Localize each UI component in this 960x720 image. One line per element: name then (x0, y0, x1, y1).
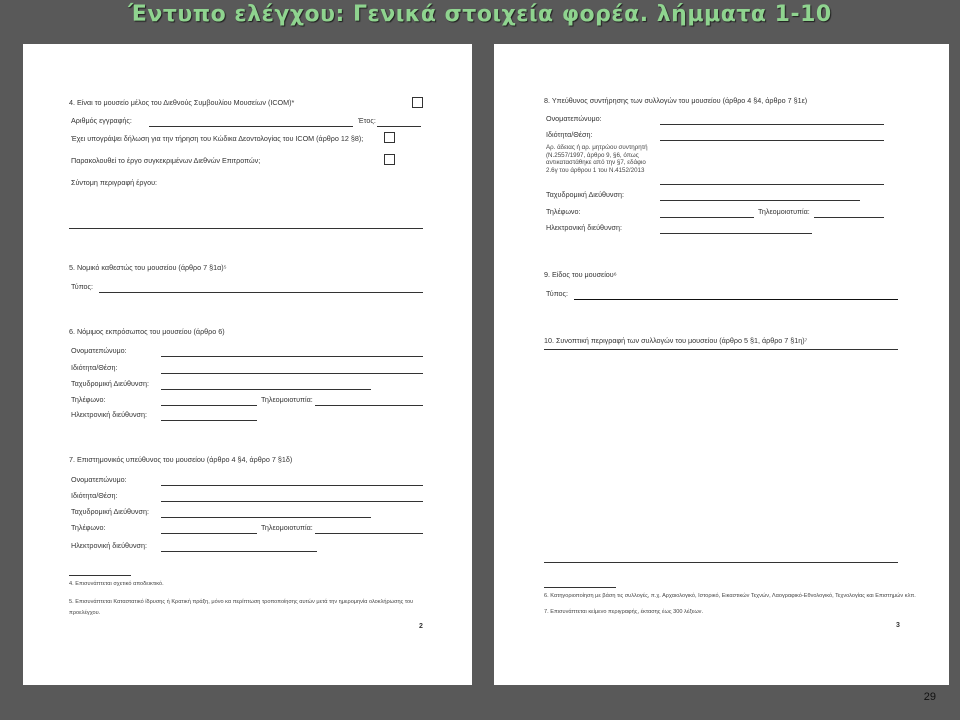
sci-email-field[interactable] (161, 551, 317, 552)
section-5-heading: 5. Νομικό καθεστώς του μουσείου (άρθρο 7 §1α)⁵ (69, 263, 227, 272)
sci-address-field[interactable] (161, 517, 371, 518)
conservator-email-label: Ηλεκτρονική διεύθυνση: (546, 223, 622, 232)
rep-role-label: Ιδιότητα/Θέση: (71, 363, 118, 372)
conservator-name-label: Ονοματεπώνυμο: (546, 114, 602, 123)
section-6-heading: 6. Νόμιμος εκπρόσωπος του μουσείου (άρθρο 6) (69, 327, 225, 336)
rep-address-field[interactable] (161, 389, 371, 390)
section-7-heading: 7. Επιστημονικός υπεύθυνος του μουσείου (άρθρο 4 §4, άρθρο 7 §1δ) (69, 455, 293, 464)
ethics-statement-checkbox[interactable] (384, 132, 395, 143)
rep-email-field[interactable] (161, 420, 257, 421)
rep-phone-field[interactable] (161, 405, 257, 406)
conservator-role-label: Ιδιότητα/Θέση: (546, 130, 593, 139)
sci-phone-label: Τηλέφωνο: (71, 523, 106, 532)
icom-member-checkbox[interactable] (412, 97, 423, 108)
rep-name-label: Ονοματεπώνυμο: (71, 346, 127, 355)
conservator-address-field[interactable] (660, 200, 860, 201)
section-4-heading: 4. Είναι το μουσείο μέλος του Διεθνούς Συμβουλίου Μουσείων (ICOM)* (69, 98, 295, 107)
year-label: Έτος: (358, 116, 376, 125)
rep-address-label: Ταχυδρομική Διεύθυνση: (71, 379, 149, 388)
slide-number: 29 (923, 691, 936, 703)
sci-role-field[interactable] (161, 501, 423, 502)
form-page-left (23, 44, 472, 685)
page-number-left: 2 (419, 623, 423, 630)
conservator-address-label: Ταχυδρομική Διεύθυνση: (546, 190, 624, 199)
rep-role-field[interactable] (161, 373, 423, 374)
rep-fax-field[interactable] (315, 405, 423, 406)
footnote-4: 4. Επισυνάπτεται σχετικό αποδεικτικό. (69, 581, 164, 587)
conservator-role-field[interactable] (660, 140, 884, 141)
footnote-7: 7. Επισυνάπτεται κείμενο περιγραφής, έκτασης έως 300 λέξεων. (544, 609, 704, 615)
year-field[interactable] (377, 126, 421, 127)
page-number-right: 3 (896, 622, 900, 629)
sci-fax-label: Τηλεομοιοτυπία: (261, 523, 313, 532)
conservator-email-field[interactable] (660, 233, 812, 234)
conservator-phone-label: Τηλέφωνο: (546, 207, 581, 216)
registration-number-field[interactable] (149, 126, 353, 127)
international-committees-label: Παρακολουθεί το έργο συγκεκριμένων Διεθνών Επιτροπών; (71, 156, 261, 165)
rep-email-label: Ηλεκτρονική διεύθυνση: (71, 410, 147, 419)
conservator-fax-field[interactable] (814, 217, 884, 218)
section-9-heading: 9. Είδος του μουσείου⁶ (544, 270, 617, 279)
conservator-fax-label: Τηλεομοιοτυπία: (758, 207, 810, 216)
sci-phone-field[interactable] (161, 533, 257, 534)
rep-name-field[interactable] (161, 356, 423, 357)
collections-description-bottom-line (544, 562, 898, 563)
legal-type-field[interactable] (99, 292, 423, 293)
conservator-phone-field[interactable] (660, 217, 754, 218)
footnote-5-line1: 5. Επισυνάπτεται Καταστατικό ίδρυσης ή Κρατική πράξη, μόνο κα περίπτωση τροποποίησης αυτών μετά την ημερομηνία ολοκλήρωσης του (69, 599, 414, 605)
collections-description-field[interactable] (544, 349, 898, 350)
ethics-statement-label: Έχει υπογράψει δήλωση για την τήρηση του Κώδικα Δεοντολογίας του ICOM (άρθρο 12 §8); (71, 134, 364, 143)
sci-email-label: Ηλεκτρονική διεύθυνση: (71, 541, 147, 550)
slide-title: Έντυπο ελέγχου: Γενικά στοιχεία φορέα. λήμματα 1-10 (128, 2, 832, 27)
legal-type-label: Τύπος: (71, 282, 94, 291)
sci-name-field[interactable] (161, 485, 423, 486)
museum-type-label: Τύπος: (546, 289, 569, 298)
museum-type-field[interactable] (574, 299, 898, 300)
conservator-license-label: Αρ. άδειας ή αρ. μητρώου συντηρητή (Ν.2557/1997, άρθρο 9, §6, όπως αντικαταστάθηκε από την §7, εδάφιο 2.6γ του άρθρου 1 του Ν.4152/2013 (546, 144, 648, 174)
footnote-divider-right (544, 587, 616, 588)
section-8-heading: 8. Υπεύθυνος συντήρησης των συλλογών του μουσείου (άρθρο 4 §4, άρθρο 7 §1ε) (544, 96, 808, 105)
footnote-6: 6. Κατηγοριοποίηση με βάση τις συλλογές, π.χ. Αρχαιολογικό, Ιστορικό, Εικαστικών Τεχνών, Λαογραφικό-Εθνολογικό, Τεχνολογίας και Επιστημών κλπ. (544, 593, 916, 599)
international-committees-checkbox[interactable] (384, 154, 395, 165)
work-description-field[interactable] (69, 228, 423, 229)
sci-fax-field[interactable] (315, 533, 423, 534)
sci-address-label: Ταχυδρομική Διεύθυνση: (71, 507, 149, 516)
work-description-label: Σύντομη περιγραφή έργου: (71, 178, 157, 187)
rep-phone-label: Τηλέφωνο: (71, 395, 106, 404)
conservator-name-field[interactable] (660, 124, 884, 125)
rep-fax-label: Τηλεομοιοτυπία: (261, 395, 313, 404)
section-10-heading: 10. Συνοπτική περιγραφή των συλλογών του μουσείου (άρθρο 5 §1, άρθρο 7 §1η)⁷ (544, 336, 808, 345)
footnote-5-line2: προελέγχου. (69, 610, 101, 616)
sci-role-label: Ιδιότητα/Θέση: (71, 491, 118, 500)
conservator-license-field[interactable] (660, 184, 884, 185)
footnote-divider (69, 575, 131, 576)
registration-number-label: Αριθμός εγγραφής: (71, 116, 132, 125)
form-page-right (494, 44, 949, 685)
sci-name-label: Ονοματεπώνυμο: (71, 475, 127, 484)
